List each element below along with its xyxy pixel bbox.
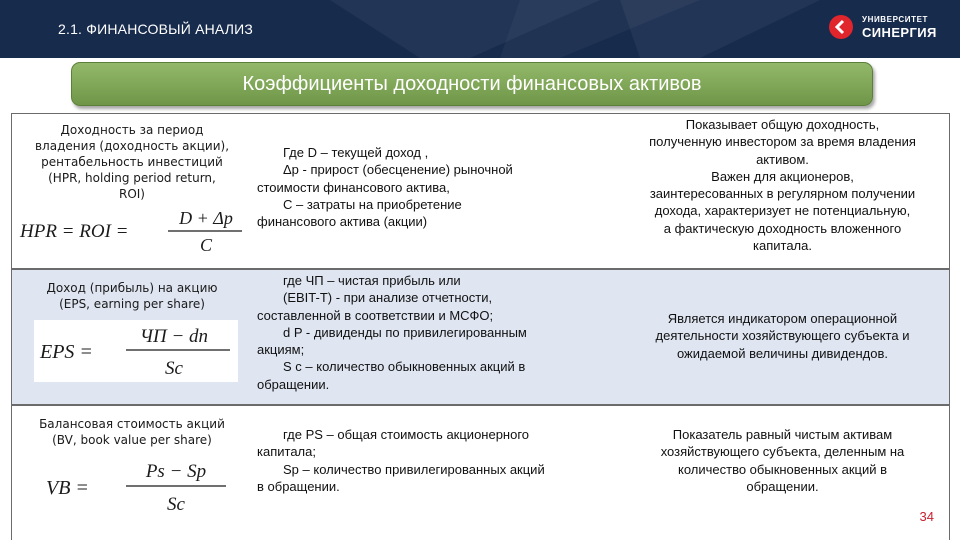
- ratio-name-bv: [16, 416, 248, 448]
- header-bar: [0, 0, 960, 58]
- formula-eps: [34, 320, 238, 382]
- formula-hpr: [16, 204, 244, 256]
- formula-lhs: EPS =: [40, 341, 93, 363]
- ratio-name-eps: [16, 280, 248, 312]
- description-line: Где D – текущей доход ,: [283, 145, 429, 160]
- description-line: C – затраты на приобретение: [283, 196, 462, 212]
- comment-hpr: [616, 116, 949, 254]
- formula-numerator: ЧП − dn: [139, 326, 209, 347]
- comment-line: ожидаемой величины дивидендов.: [676, 345, 889, 361]
- label-line: Балансовая стоимость акций: [39, 417, 225, 431]
- label-line: (HPR, holding period return,: [48, 171, 216, 185]
- page-number: 34: [919, 509, 934, 524]
- logo-text-bottom: СИНЕРГИЯ: [862, 25, 937, 40]
- description-line: где PS – общая стоимость акционерного: [283, 427, 530, 442]
- synergy-logo-icon: [828, 14, 854, 40]
- label-line: владения (доходность акции),: [34, 139, 230, 153]
- description-line: стоимости финансового актива,: [257, 179, 450, 195]
- logo-text-top: УНИВЕРСИТЕТ: [862, 15, 928, 24]
- label-line: Доходность за период: [60, 123, 204, 137]
- comment-line: Является индикатором операционной: [667, 311, 898, 326]
- table-row-eps: [11, 269, 950, 405]
- description-line: где ЧП – чистая прибыль или: [283, 273, 461, 288]
- description-line: d P - дивиденды по привилегированным: [283, 324, 527, 340]
- formula-denominator: Sc: [167, 494, 185, 515]
- comment-line: активом.: [756, 151, 809, 167]
- description-hpr: [257, 144, 612, 230]
- comment-line: хозяйствующего субъекта, деленным на: [660, 444, 905, 460]
- description-line: (EBIT-T) - при анализе отчетности,: [283, 290, 493, 306]
- description-line: в обращении.: [257, 478, 340, 494]
- description-line: капитала;: [257, 444, 316, 460]
- formula-numerator: Ps − Sp: [145, 461, 207, 482]
- section-title: 2.1. ФИНАНСОВЫЙ АНАЛИЗ: [58, 21, 254, 37]
- comment-line: капитала.: [753, 238, 812, 254]
- label-line: (EPS, earning per share): [59, 297, 205, 311]
- description-line: Sp – количество привилегированных акций: [283, 461, 545, 477]
- label-line: рентабельность инвестиций: [41, 155, 223, 169]
- formula-denominator: C: [199, 235, 213, 255]
- formula-numerator: D + Δp: [179, 208, 233, 228]
- label-line: (BV, book value per share): [52, 433, 212, 447]
- description-line: акциям;: [257, 342, 305, 358]
- description-line: финансового актива (акции): [257, 214, 428, 230]
- label-line: ROI): [118, 187, 145, 201]
- description-line: Δp - прирост (обесценение) рыночной: [283, 162, 513, 178]
- formula-denominator: Sc: [165, 358, 183, 379]
- formula-lhs: VB =: [46, 477, 89, 499]
- ratio-name-hpr: [16, 122, 248, 202]
- description-line: S c – количество обыкновенных акций в: [283, 359, 526, 375]
- comment-bv: [616, 426, 949, 495]
- description-line: обращении.: [257, 376, 330, 392]
- description-eps: [257, 272, 612, 393]
- slide-title: Коэффициенты доходности финансовых активов: [242, 73, 702, 95]
- comment-line: заинтересованных в регулярном получении: [649, 186, 916, 202]
- comment-line: количество обыкновенных акций в: [677, 461, 887, 477]
- comment-line: полученную инвестором за время владения: [649, 134, 916, 150]
- comment-line: Показывает общую доходность,: [685, 117, 880, 132]
- description-line: составленной в соответствии и МСФО;: [257, 307, 494, 323]
- slide-title-banner: [71, 62, 873, 106]
- formula-bv: [42, 456, 242, 518]
- comment-line: деятельности хозяйствующего субъекта и: [655, 328, 910, 344]
- formula-lhs: HPR = ROI =: [20, 221, 129, 242]
- comment-eps: [616, 310, 949, 362]
- comment-line: обращении.: [746, 478, 819, 494]
- table-row-hpr: [11, 113, 950, 269]
- description-bv: [257, 426, 612, 495]
- table-row-bv: [11, 405, 950, 540]
- university-logo: [828, 12, 948, 46]
- label-line: Доход (прибыль) на акцию: [46, 281, 218, 295]
- comment-line: а фактическую доходность вложенного: [663, 220, 902, 236]
- ratios-table: [11, 113, 950, 540]
- comment-line: Важен для акционеров,: [711, 168, 854, 184]
- comment-line: Показатель равный чистым активам: [672, 427, 893, 442]
- comment-line: дохода, характеризует не потенциальную,: [654, 203, 911, 219]
